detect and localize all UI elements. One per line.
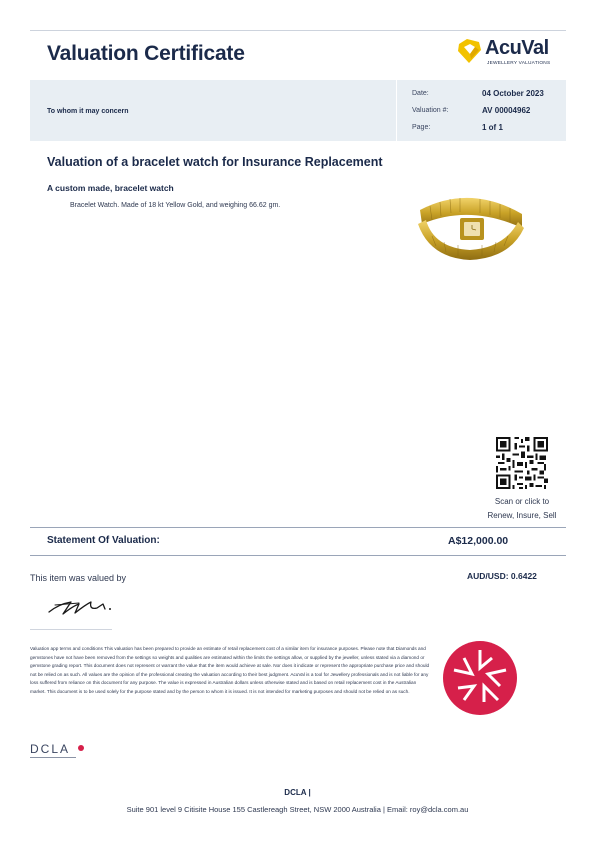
item-heading: Valuation of a bracelet watch for Insurance Replacement — [47, 155, 383, 169]
qr-caption-line-2: Renew, Insure, Sell — [487, 511, 557, 520]
diamond-icon — [455, 38, 483, 64]
logo-name: AcuVal — [485, 37, 549, 59]
footer-company: DCLA | — [284, 788, 311, 797]
bracelet-watch-image — [410, 188, 532, 270]
signature-line — [30, 629, 112, 630]
addressee: To whom it may concern — [47, 108, 129, 115]
qr-caption[interactable] — [470, 495, 574, 523]
valuer-signature — [45, 594, 125, 618]
page-value: 1 of 1 — [482, 123, 503, 132]
page-label: Page: — [412, 124, 431, 131]
terms-and-conditions: Valuation app terms and conditions This valuation has been prepared to provide an estimate of retail replacement cost of a similar item for insurance purposes. Please note that Diamonds and gemstones have not have been removed from the settings so weights and qualities are estimated within the limits the settings allow, or supplied by the jeweller, unless stated via a diamond or gemstone grading report. This document does not represent or warrant the value that the item would achieve at sale. Nor does it indicate or represent the appropriate purchase price and should not be relied on as such. All values are the opinion of the professional creating the valuation according to their best judgment. AcuVal is a tool for Jewellery professionals and is not liable for any loss suffered from reliance on this document for any purpose. The value is expressed in Australian dollars unless otherwise stated and is based on retail replacement cost in the Australian market. This document is to be used solely for the purpose stated and by the person to whom it is issued. It is not intended for marketing purposes and should not be relied on as such. — [30, 646, 430, 694]
acuval-emblem — [442, 640, 518, 716]
valuation-amount: A$12,000.00 — [448, 535, 509, 547]
statement-label: Statement Of Valuation: — [47, 535, 160, 546]
item-description: Bracelet Watch. Made of 18 kt Yellow Gold, and weighing 66.62 gm. — [70, 202, 281, 209]
valuation-number-value: AV 00004962 — [482, 106, 531, 115]
logo-tagline: JEWELLERY VALUATIONS — [487, 61, 551, 66]
statement-top-rule — [30, 527, 566, 528]
date-value: 04 October 2023 — [482, 89, 544, 98]
page-title: Valuation Certificate — [47, 42, 245, 65]
item-subheading: A custom made, bracelet watch — [47, 183, 174, 193]
qr-code[interactable] — [496, 437, 548, 489]
footer-address[interactable]: Suite 901 level 9 Citisite House 155 Castlereagh Street, NSW 2000 Australia | Email: roy@dcla.com.au — [126, 805, 469, 814]
valued-by-text: This item was valued by — [30, 573, 127, 583]
dcla-logo-text: DCLA — [30, 742, 71, 756]
valuation-number-label: Valuation #: — [412, 107, 449, 114]
statement-bottom-rule — [30, 555, 566, 556]
date-label: Date: — [412, 90, 429, 97]
qr-caption-line-1: Scan or click to — [494, 497, 550, 506]
acuval-logo[interactable] — [455, 37, 565, 71]
exchange-rate: AUD/USD: 0.6422 — [467, 571, 537, 581]
band-divider — [396, 80, 397, 141]
top-rule — [30, 30, 566, 31]
